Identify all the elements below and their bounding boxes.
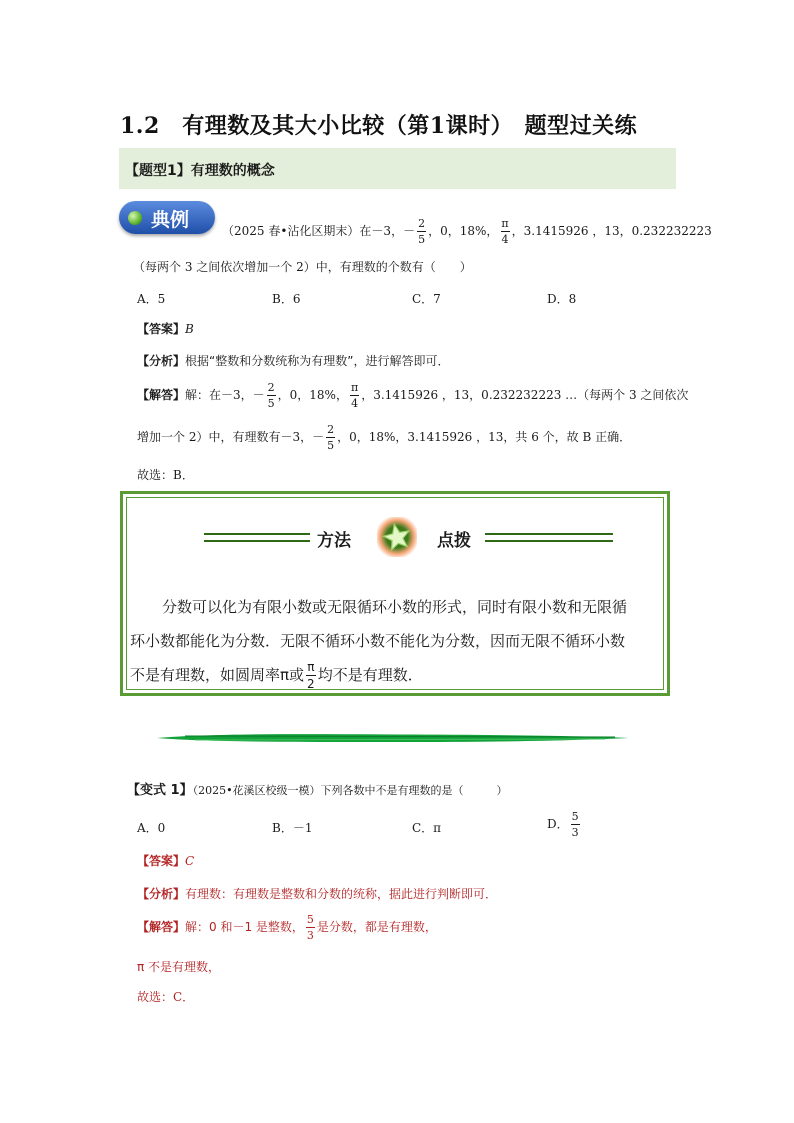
text-segment: 解：0 和－1 是整数， <box>185 920 304 934</box>
numerator: 2 <box>418 217 426 230</box>
analysis-text: 有理数：有理数是整数和分数的统称，据此进行判断即可． <box>185 887 498 901</box>
method-heading-right: 点拨 <box>437 531 471 551</box>
variant-option-a: A．0 <box>137 821 166 835</box>
numerator: π <box>350 381 359 394</box>
star-icon <box>377 517 417 557</box>
numerator: 2 <box>327 423 335 436</box>
answer-label: 【答案】 <box>137 854 186 868</box>
example-badge <box>119 201 215 234</box>
example-badge-label: 典例 <box>151 209 190 231</box>
denominator: 5 <box>267 397 275 410</box>
text-segment: 是分数，都是有理数， <box>316 920 437 934</box>
numerator: 2 <box>267 381 275 394</box>
variant-analysis <box>137 886 497 902</box>
solution-label: 【解答】 <box>137 388 186 402</box>
denominator: 3 <box>306 929 314 942</box>
text-segment: 增加一个 2）中，有理数有－3，－ <box>137 430 325 444</box>
fraction <box>571 811 580 838</box>
variant-answer <box>137 853 194 869</box>
variant-option-c: C．π <box>412 821 442 835</box>
example-question-line2: （每两个 3 之间依次增加一个 2）中，有理数的个数有（ ） <box>133 260 472 274</box>
text-segment: ，0，18%， <box>277 388 348 402</box>
numerator: 5 <box>571 810 579 823</box>
method-heading-left: 方法 <box>317 531 351 551</box>
fraction <box>267 382 276 409</box>
example-choice: 故选：B． <box>137 468 194 482</box>
denominator: 4 <box>351 397 359 410</box>
example-question-line1 <box>222 218 712 245</box>
denominator: 5 <box>327 439 335 452</box>
star-badge <box>377 517 417 557</box>
method-text-line2: 环小数都能化为分数．无限不循环小数不能化为分数，因而无限不循环小数 <box>130 632 626 650</box>
brush-divider <box>155 731 631 745</box>
text-segment: 不是有理数，如圆周率π或 <box>130 666 305 684</box>
fraction <box>417 218 426 245</box>
example-answer <box>137 321 194 337</box>
text-segment: （2025 春•沾化区期末）在－3，－ <box>222 224 416 238</box>
method-text-line3 <box>130 658 423 692</box>
section-header <box>119 148 676 189</box>
page-title: 1.2 有理数及其大小比较（第1课时） 题型过关练 <box>120 113 638 139</box>
solution-label: 【解答】 <box>137 920 186 934</box>
analysis-label: 【分析】 <box>137 354 186 368</box>
option-b: B．6 <box>272 292 301 306</box>
fraction <box>326 424 335 451</box>
denominator: 2 <box>307 677 315 691</box>
heading-rule-right <box>485 533 613 542</box>
variant-option-b: B．－1 <box>272 821 313 835</box>
answer-value: C <box>185 854 195 868</box>
method-text-line1: 分数可以化为有限小数或无限循环小数的形式，同时有限小数和无限循 <box>162 598 628 616</box>
variant-question-text: （2025•花溪区校级一模）下列各数中不是有理数的是（ ） <box>192 784 508 797</box>
fraction <box>306 914 315 941</box>
numerator: 5 <box>306 913 314 926</box>
denominator: 5 <box>418 233 426 246</box>
analysis-text: 根据“整数和分数统称为有理数”，进行解答即可． <box>185 354 450 368</box>
denominator: 4 <box>501 233 509 246</box>
variant-option-d <box>547 811 582 838</box>
variant-question <box>127 782 508 799</box>
fraction <box>306 661 316 690</box>
text-segment: ，3.1415926 ，13，0.232232223 <box>511 224 712 238</box>
text-segment: D． <box>547 817 569 831</box>
numerator: π <box>501 217 509 230</box>
text-segment: 解：在－3，－ <box>185 388 265 402</box>
numerator: π <box>307 660 315 674</box>
denominator: 3 <box>571 826 579 839</box>
option-d: D．8 <box>547 292 577 306</box>
answer-label: 【答案】 <box>137 322 186 336</box>
variant-label: 【变式 1】 <box>127 783 193 798</box>
example-solution-line2 <box>137 424 631 451</box>
section-label: 【题型1】有理数的概念 <box>125 163 275 179</box>
example-solution-line1 <box>137 382 688 409</box>
variant-solution-line1 <box>137 914 437 941</box>
text-segment: 均不是有理数． <box>317 666 423 684</box>
variant-choice: 故选：C． <box>137 990 195 1004</box>
text-segment: ，0，18%，3.1415926 ，13，共 6 个，故 B 正确． <box>337 430 632 444</box>
answer-value: B <box>185 322 194 336</box>
fraction <box>500 218 509 245</box>
option-a: A．5 <box>137 292 166 306</box>
option-c: C．7 <box>412 292 441 306</box>
analysis-label: 【分析】 <box>137 887 186 901</box>
variant-solution-line2: π 不是有理数， <box>137 960 221 974</box>
heading-rule-left <box>204 533 310 542</box>
example-analysis <box>137 353 449 369</box>
green-dot-icon <box>128 211 142 225</box>
fraction <box>350 382 359 409</box>
text-segment: ，3.1415926 ，13，0.232232223 …（每两个 3 之间依次 <box>361 388 689 402</box>
text-segment: ，0，18%， <box>428 224 499 238</box>
